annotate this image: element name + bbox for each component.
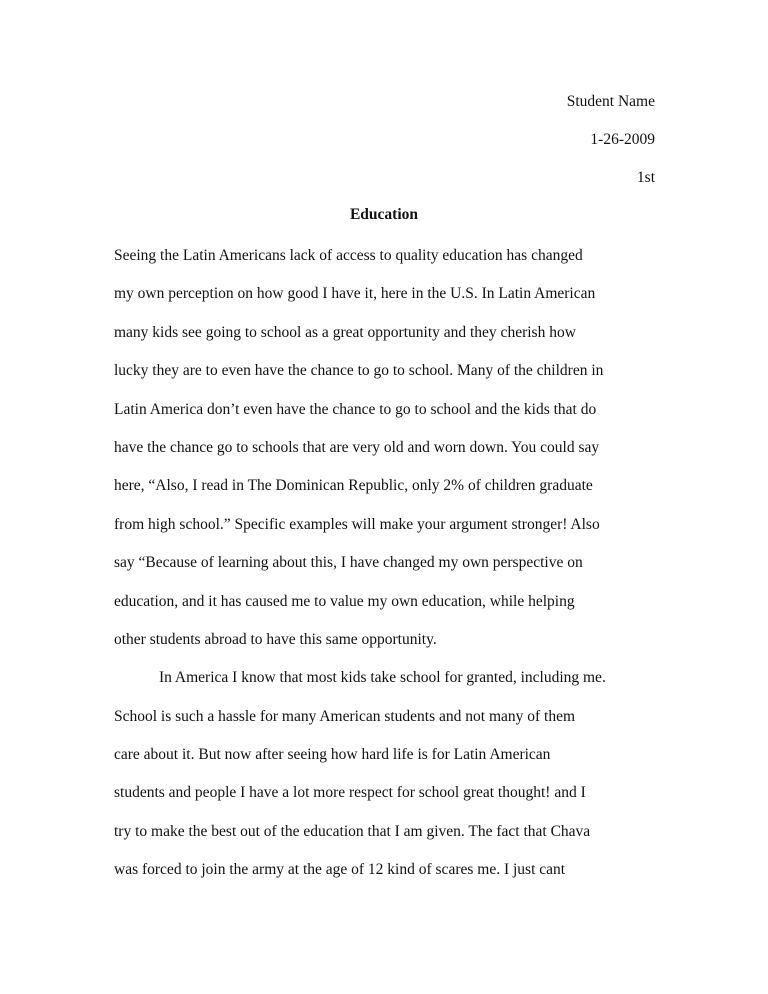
class-period: 1st [636, 169, 655, 186]
essay-line: Latin America don’t even have the chance to go to school and the kids that do [114, 400, 597, 418]
essay-line: say “Because of learning about this, I have changed my own perspective on [114, 554, 583, 572]
essay-line: students and people I have a lot more respect for school great thought! and I [114, 784, 586, 802]
essay-line: try to make the best out of the education that I am given. The fact that Chava [114, 822, 591, 840]
date: 1-26-2009 [590, 131, 655, 148]
essay-line: here, “Also, I read in The Dominican Republic, only 2% of children graduate [114, 477, 593, 495]
essay-line: other students abroad to have this same opportunity. [114, 630, 437, 648]
essay-line: care about it. But now after seeing how hard life is for Latin American [114, 746, 551, 764]
essay-line: education, and it has caused me to value my own education, while helping [114, 592, 575, 610]
essay-line: many kids see going to school as a great opportunity and they cherish how [114, 323, 576, 341]
essay-line: from high school.” Specific examples will make your argument stronger! Also [114, 515, 600, 533]
essay-body [114, 243, 674, 896]
essay-line: In America I know that most kids take school for granted, including me. [159, 669, 606, 687]
essay-line: Seeing the Latin Americans lack of access to quality education has changed [114, 247, 583, 264]
student-name: Student Name [566, 93, 655, 110]
essay-line: my own perception on how good I have it, here in the U.S. In Latin American [114, 285, 596, 303]
essay-line: was forced to join the army at the age of 12 kind of scares me. I just cant [114, 861, 566, 879]
essay-title: Education [349, 206, 419, 223]
essay-line: School is such a hassle for many American students and not many of them [114, 707, 576, 725]
essay-line: lucky they are to even have the chance to go to school. Many of the children in [114, 362, 604, 380]
essay-line: have the chance go to schools that are very old and worn down. You could say [114, 438, 600, 456]
